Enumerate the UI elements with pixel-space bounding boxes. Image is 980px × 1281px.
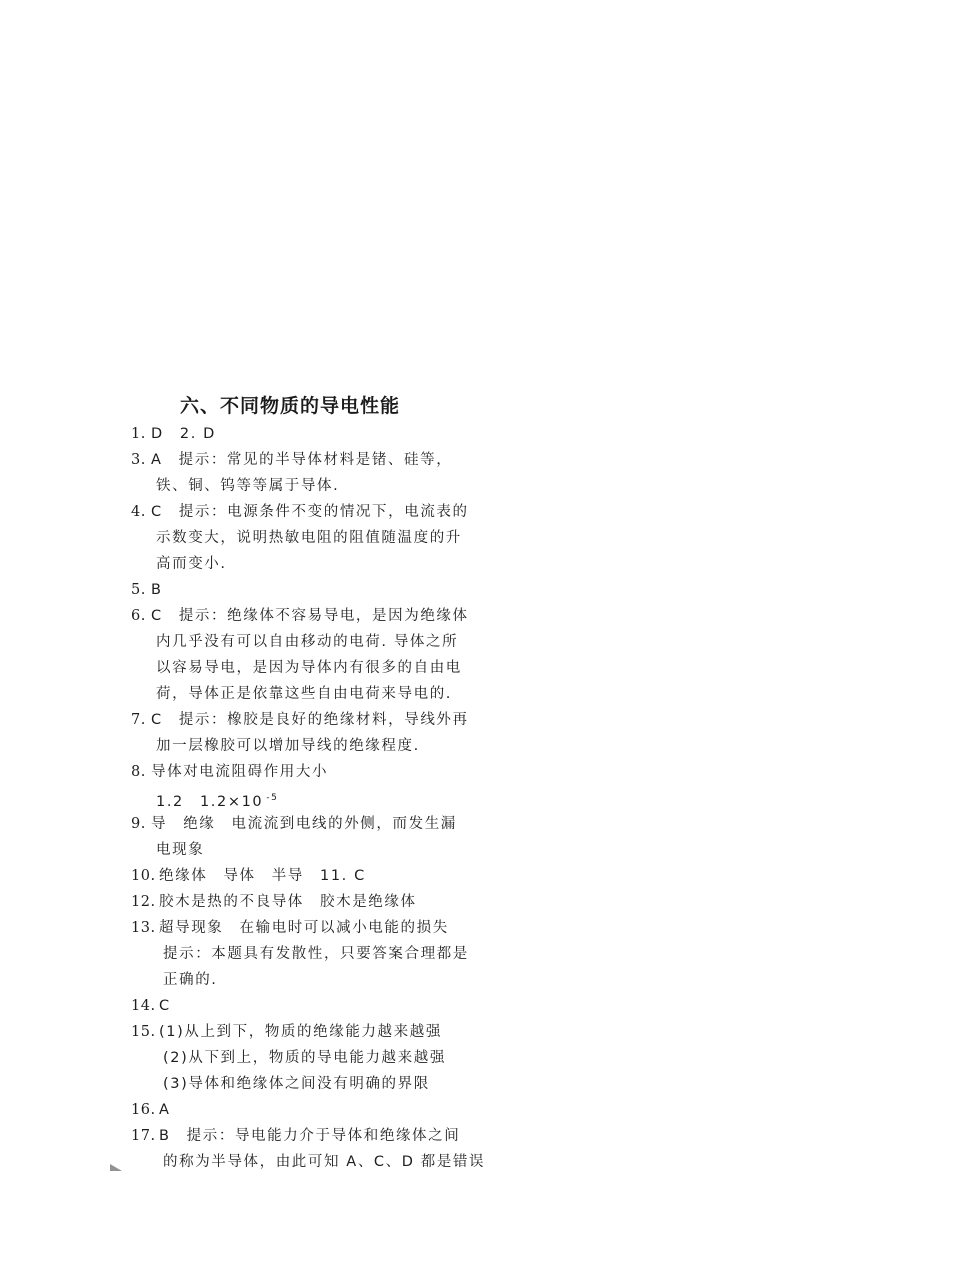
answer-line <box>156 554 227 574</box>
answer-text: 示数变大，说明热敏电阻的阻值随温度的升 <box>156 530 462 546</box>
answer-line <box>131 866 366 886</box>
answer-text: B <box>151 582 163 598</box>
exponent: -5 <box>266 793 279 803</box>
answer-text: C <box>159 998 171 1014</box>
answer-text: A <box>159 1102 171 1118</box>
answer-text: 电现象 <box>156 842 205 858</box>
answer-text: 提示：本题具有发散性，只要答案合理都是 <box>163 946 469 962</box>
answer-text: 内几乎没有可以自由移动的电荷. 导体之所 <box>156 634 459 650</box>
answer-line <box>131 502 469 522</box>
answer-text: 的称为半导体，由此可知 A、C、D 都是错误 <box>163 1154 486 1170</box>
answer-number: 3. <box>131 452 146 468</box>
answer-line <box>156 528 462 548</box>
answer-number: 13. <box>131 920 156 936</box>
answer-text: 铁、铜、钨等等属于导体. <box>156 478 340 494</box>
answer-line <box>156 736 420 756</box>
scan-corner-mark <box>110 1164 122 1171</box>
answer-line <box>131 580 163 600</box>
answer-line <box>156 632 458 652</box>
answer-text: 正确的. <box>163 972 218 988</box>
answer-number: 17. <box>131 1128 156 1144</box>
answer-line <box>131 1126 460 1146</box>
answer-text: 加一层橡胶可以增加导线的绝缘程度. <box>156 738 420 754</box>
answer-line <box>131 814 457 834</box>
answer-line <box>131 606 469 626</box>
answer-text: 胶木是热的不良导体 胶木是绝缘体 <box>159 894 417 910</box>
answer-line <box>131 710 469 730</box>
answer-line <box>156 684 452 704</box>
answer-text: 荷，导体正是依靠这些自由电荷来导电的. <box>156 686 453 702</box>
answer-number: 15. <box>131 1024 156 1040</box>
answer-line <box>163 1152 485 1172</box>
answer-line <box>163 1048 446 1068</box>
answer-text: 导体对电流阻碍作用大小 <box>151 764 329 780</box>
answer-line <box>131 1100 171 1120</box>
answer-line <box>156 658 462 678</box>
answer-text: (2)从下到上，物质的导电能力越来越强 <box>163 1050 446 1066</box>
answer-number: 6. <box>131 608 146 624</box>
answer-line <box>131 762 328 782</box>
answer-text: C 提示：橡胶是良好的绝缘材料，导线外再 <box>151 712 469 728</box>
answer-text: A 提示：常见的半导体材料是锗、硅等， <box>151 452 453 468</box>
answer-line <box>163 1074 430 1094</box>
answer-number: 9. <box>131 816 146 832</box>
answer-number: 16. <box>131 1102 156 1118</box>
answer-line <box>131 892 417 912</box>
answer-number: 4. <box>131 504 146 520</box>
answer-number: 7. <box>131 712 146 728</box>
answer-line <box>163 944 469 964</box>
answer-line <box>131 996 171 1016</box>
answer-line <box>163 970 218 990</box>
answer-line <box>131 424 216 444</box>
answer-text: C 提示：绝缘体不容易导电，是因为绝缘体 <box>151 608 469 624</box>
answer-text: 以容易导电，是因为导体内有很多的自由电 <box>156 660 462 676</box>
answer-line <box>131 1022 442 1042</box>
answer-text: 高而变小. <box>156 556 227 572</box>
answer-line <box>131 918 449 938</box>
answer-text: B 提示：导电能力介于导体和绝缘体之间 <box>159 1128 461 1144</box>
answer-text: 导 绝缘 电流流到电线的外侧，而发生漏 <box>151 816 457 832</box>
answer-text: 1.2 1.2×10 <box>156 793 264 810</box>
answer-number: 8. <box>131 764 146 780</box>
answer-text: 绝缘体 导体 半导 11. C <box>159 868 366 884</box>
answer-line <box>156 840 204 860</box>
answer-number: 10. <box>131 868 156 884</box>
answer-line <box>131 450 452 470</box>
answer-line <box>156 788 278 812</box>
section-title: 六、不同物质的导电性能 <box>180 395 401 417</box>
answer-number: 14. <box>131 998 156 1014</box>
answer-text: (3)导体和绝缘体之间没有明确的界限 <box>163 1076 430 1092</box>
answer-text: D 2. D <box>151 426 216 442</box>
answer-number: 1. <box>131 426 146 442</box>
answer-text: (1)从上到下，物质的绝缘能力越来越强 <box>159 1024 442 1040</box>
answer-text: 超导现象 在输电时可以减小电能的损失 <box>159 920 449 936</box>
answer-text: C 提示：电源条件不变的情况下，电流表的 <box>151 504 469 520</box>
answer-number: 5. <box>131 582 146 598</box>
answer-number: 12. <box>131 894 156 910</box>
answer-line <box>156 476 339 496</box>
